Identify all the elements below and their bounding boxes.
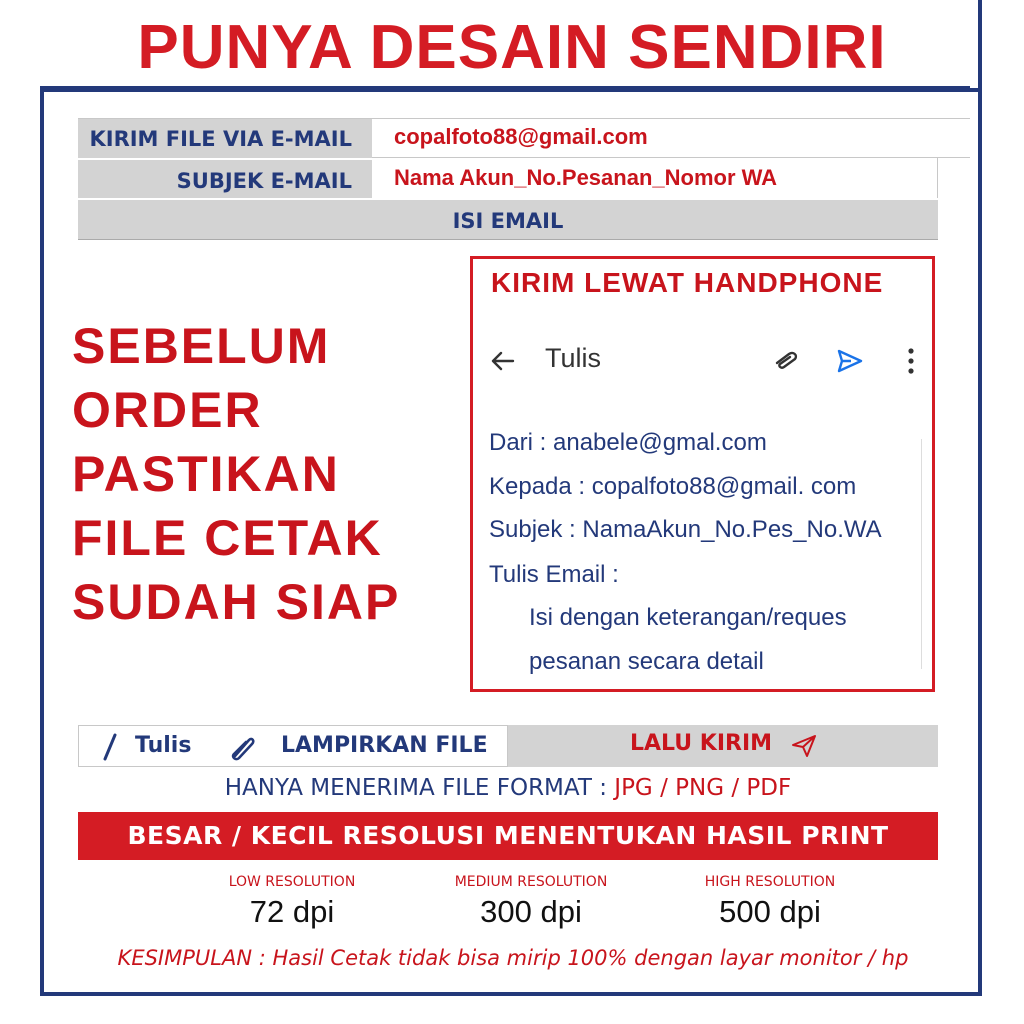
paperclip-icon — [225, 732, 257, 762]
subject-value: Nama Akun_No.Pesanan_Nomor WA — [372, 158, 938, 198]
low-resolution-value: 72 dpi — [249, 894, 335, 929]
from-line: Dari : anabele@gmal.com — [489, 429, 767, 456]
send-label[interactable]: LALU KIRIM — [630, 731, 773, 756]
medium-resolution-value: 300 dpi — [480, 894, 582, 929]
paperclip-icon[interactable] — [771, 349, 801, 373]
email-body-label: ISI EMAIL — [78, 198, 938, 240]
medium-resolution-label: MEDIUM RESOLUTION — [454, 874, 608, 890]
attach-file-label[interactable]: LAMPIRKAN FILE — [281, 733, 488, 758]
scroll-divider — [921, 439, 922, 669]
conclusion-text: KESIMPULAN : Hasil Cetak tidak bisa mirip 100% dengan layar monitor / hp — [117, 946, 909, 970]
page-title: PUNYA DESAIN SENDIRI — [137, 13, 887, 82]
action-bar-right — [508, 725, 938, 767]
high-resolution-label: HIGH RESOLUTION — [704, 874, 836, 890]
phone-box-title: KIRIM LEWAT HANDPHONE — [491, 267, 884, 298]
warning-line: SEBELUM — [72, 318, 331, 374]
write-label[interactable]: Tulis — [135, 733, 192, 758]
warning-line: ORDER — [72, 382, 263, 438]
send-icon — [790, 733, 818, 759]
to-line: Kepada : copalfoto88@gmail. com — [489, 473, 857, 500]
more-vertical-icon[interactable] — [905, 347, 917, 375]
send-file-label: KIRIM FILE VIA E-MAIL — [78, 118, 372, 158]
send-icon[interactable] — [835, 347, 865, 375]
warning-line: SUDAH SIAP — [72, 574, 401, 630]
send-email-value: copalfoto88@gmail.com — [372, 118, 970, 158]
high-resolution-value: 500 dpi — [719, 894, 821, 929]
warning-line: FILE CETAK — [72, 510, 383, 566]
pencil-icon — [99, 732, 121, 762]
subject-line: Subjek : NamaAkun_No.Pes_No.WA — [489, 516, 882, 543]
formats-value: JPG / PNG / PDF — [614, 775, 792, 801]
write-email-line: Tulis Email : — [489, 561, 619, 588]
warning-text — [72, 314, 462, 634]
body-line-1: Isi dengan keterangan/reques — [529, 604, 847, 631]
compose-title: Tulis — [545, 343, 602, 373]
frame-right-border — [978, 0, 982, 996]
resolution-banner: BESAR / KECIL RESOLUSI MENENTUKAN HASIL PRINT — [78, 812, 938, 860]
back-arrow-icon[interactable] — [489, 347, 517, 375]
file-formats-line — [0, 775, 1016, 801]
warning-line: PASTIKAN — [72, 446, 340, 502]
action-bar-left — [78, 725, 508, 767]
subject-label: SUBJEK E-MAIL — [78, 158, 372, 198]
phone-instructions-box — [470, 256, 935, 692]
body-line-2: pesanan secara detail — [529, 648, 764, 675]
email-table — [78, 118, 970, 240]
formats-label: HANYA MENERIMA FILE FORMAT : — [224, 775, 607, 801]
low-resolution-label: LOW RESOLUTION — [228, 874, 356, 890]
